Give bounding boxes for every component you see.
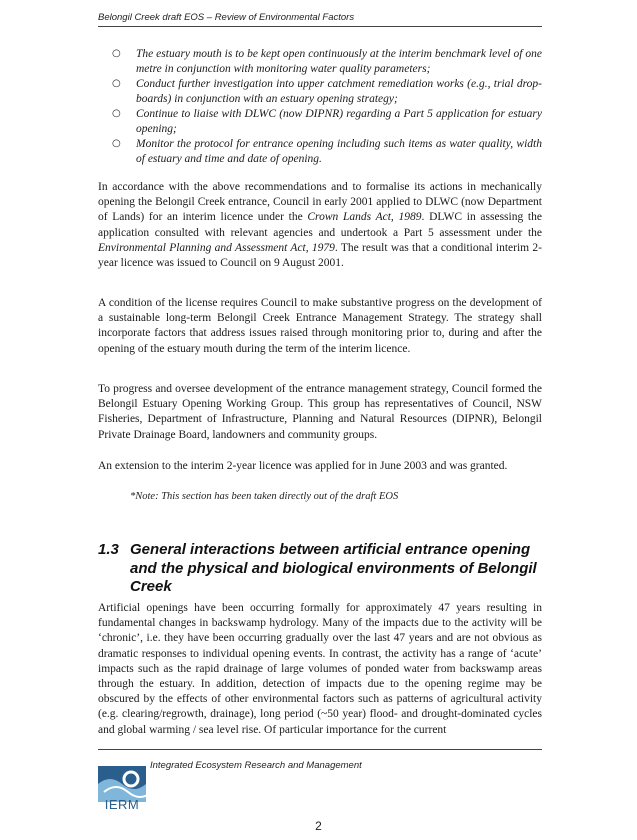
list-item bbox=[112, 47, 542, 76]
paragraph-licence-condition: A condition of the license requires Council to make substantive progress on the development of a sustainable long-term Belongil Creek Entrance Management Strategy. The strategy shall incorporate factors that address issues raised through monitoring prior to, during and after the opening of the estuary mouth during the term of the interim licence. bbox=[98, 297, 542, 355]
list-item bbox=[112, 137, 542, 166]
list-item-text: Continue to liaise with DLWC (now DIPNR) regarding a Part 5 application for estuary opening; bbox=[136, 108, 542, 135]
act-reference: Environmental Planning and Assessment Act, 1979 bbox=[98, 241, 335, 254]
section-heading bbox=[98, 541, 542, 597]
bullet-marker: ○ bbox=[112, 48, 121, 59]
list-item-text: Conduct further investigation into upper catchment remediation works (e.g., trial drop-boards) in conjunction with an estuary opening strategy; bbox=[136, 78, 542, 105]
footer-rule bbox=[98, 749, 542, 750]
paragraph-interactions: Artificial openings have been occurring formally for approximately 47 years resulting in fundamental changes in backswamp hydrology. Many of the impacts due to the activity will be ‘chronic’, i.e. they have been occurring gradually over the last 47 years and are not obvious as dramatic responses to individual opening events. In contrast, the activity has a range of ‘acute’ impacts such as the rapid drainage of large volumes of ponded water from backswamp areas through the estuary. In addition, detection of impacts due to the opening regime may be obscured by the effects of other environmental factors such as patterns of agricultural activity (e.g. clearing/regrowth, drainage), long period (~50 year) flood- and drought-dominated cycles and global warming / sea level rise. Of particular importance for the current bbox=[98, 602, 542, 736]
section-title: General interactions between artificial entrance opening and the physical and biological environments of Belongil Creek bbox=[130, 541, 537, 595]
bullet-marker: ○ bbox=[112, 108, 121, 119]
source-note: *Note: This section has been taken directly out of the draft EOS bbox=[130, 491, 399, 502]
paragraph-working-group: To progress and oversee development of the entrance management strategy, Council formed the Belongil Estuary Opening Working Group. This group has representatives of Council, NSW Fisheries, Department of Infrastructure, Planning and Natural Resources (DIPNR), Belongil Private Drainage Board, landowners and community groups. bbox=[98, 383, 542, 441]
recommendation-list bbox=[112, 47, 542, 167]
footer-organization: Integrated Ecosystem Research and Management bbox=[150, 760, 362, 771]
header-rule bbox=[98, 26, 542, 27]
paragraph-licence-application: In accordance with the above recommendations and to formalise its actions in mechanically opening the Belongil Creek entrance, Council in early 2001 applied to DLWC (now Department of Lands) for an interim licence under the Crown Lands Act, 1989. DLWC in assessing the application consulted with relevant agencies and undertook a Part 5 assessment under the Environmental Planning and Assessment Act, 1979. The result was that a conditional interim 2-year licence was issued to Council on 9 August 2001. bbox=[98, 181, 542, 270]
act-reference: Crown Lands Act, 1989 bbox=[307, 211, 422, 224]
paragraph-licence-extension: An extension to the interim 2-year licence was applied for in June 2003 and was granted. bbox=[98, 460, 508, 472]
section-number: 1.3 bbox=[98, 541, 119, 558]
bullet-marker: ○ bbox=[112, 78, 121, 89]
list-item-text: Monitor the protocol for entrance opening including such items as water quality, width of estuary and time and date of opening. bbox=[136, 138, 542, 165]
list-item bbox=[112, 77, 542, 106]
logo-text: IERM bbox=[104, 797, 140, 812]
page-number: 2 bbox=[315, 819, 322, 833]
list-item bbox=[112, 107, 542, 136]
list-item-text: The estuary mouth is to be kept open continuously at the interim benchmark level of one metre in conjunction with monitoring water quality parameters; bbox=[136, 48, 542, 75]
bullet-marker: ○ bbox=[112, 138, 121, 149]
page-header: Belongil Creek draft EOS – Review of Environmental Factors bbox=[98, 12, 355, 23]
